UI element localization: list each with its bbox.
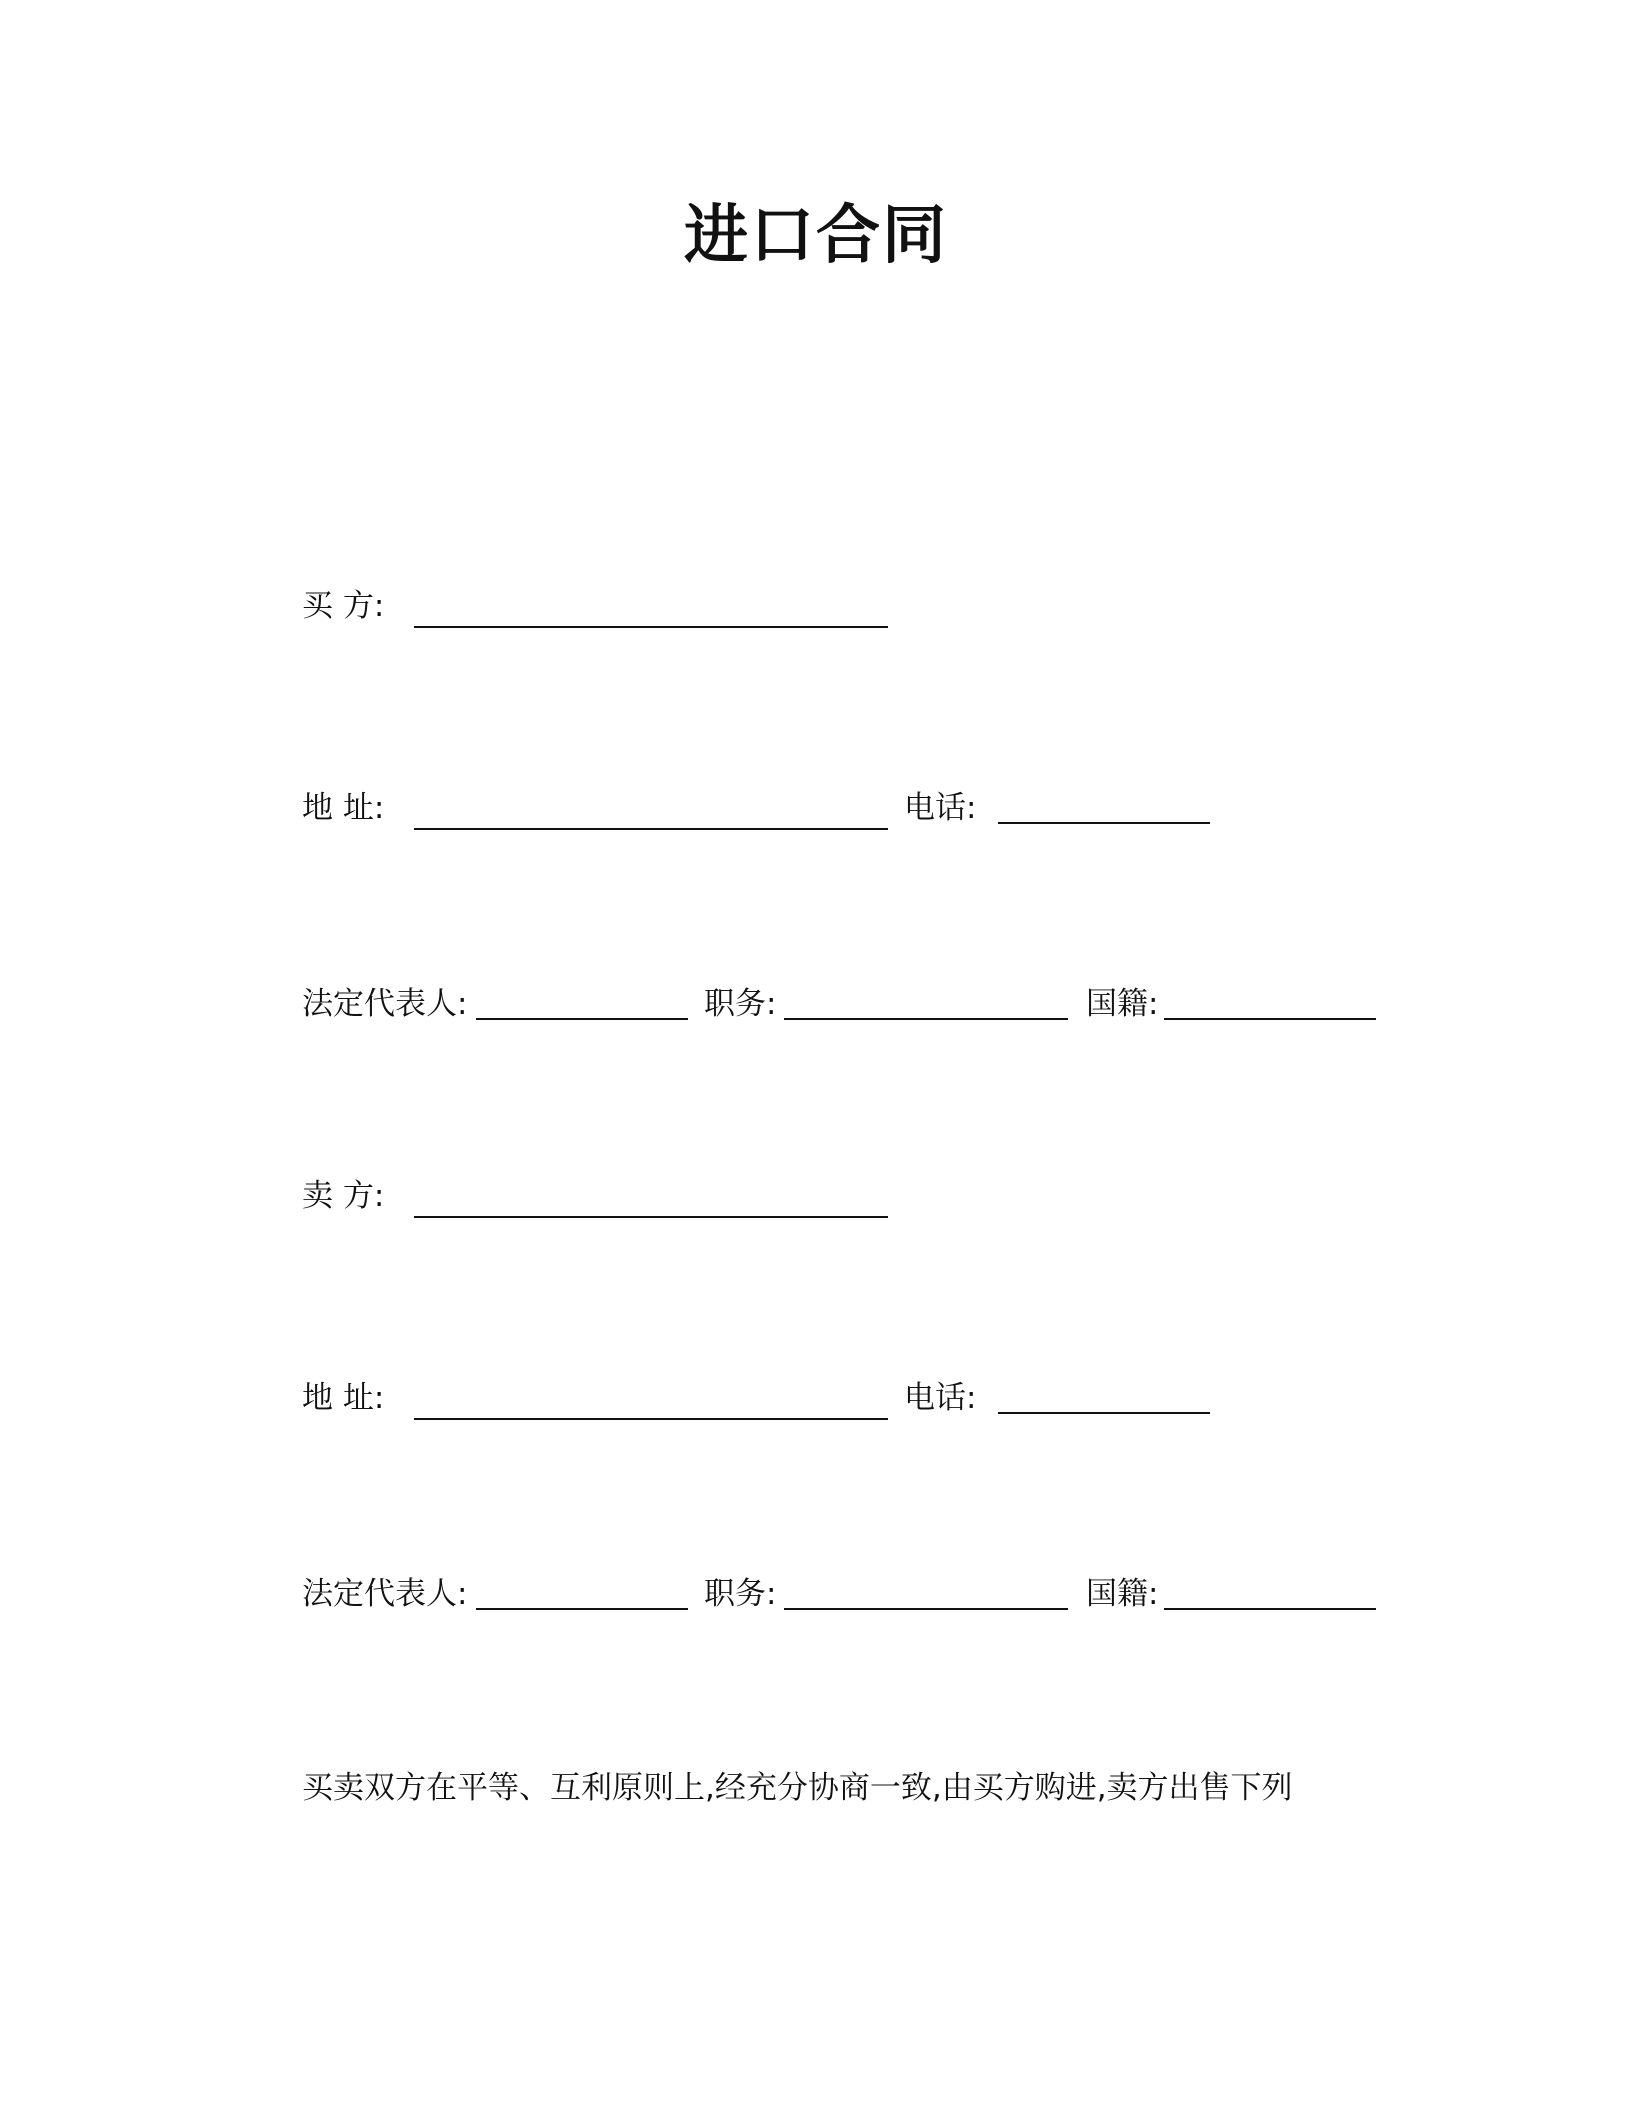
seller-rep-label: 法定代表人: — [302, 1576, 468, 1612]
buyer-phone-label: 电话: — [904, 790, 977, 826]
seller-nationality-field[interactable] — [1164, 1608, 1376, 1610]
seller-position-field[interactable] — [784, 1608, 1068, 1610]
buyer-phone-field[interactable] — [998, 822, 1210, 824]
buyer-rep-field[interactable] — [476, 1018, 688, 1020]
seller-rep-field[interactable] — [476, 1608, 688, 1610]
seller-position-label: 职务: — [704, 1576, 777, 1612]
seller-nationality-label: 国籍: — [1086, 1576, 1159, 1612]
buyer-address-field[interactable] — [414, 828, 888, 830]
seller-name-label: 卖 方: — [302, 1178, 385, 1214]
contract-intro-paragraph: 买卖双方在平等、互利原则上,经充分协商一致,由买方购进,卖方出售下列 — [302, 1770, 1293, 1806]
seller-name-field[interactable] — [414, 1216, 888, 1218]
buyer-position-label: 职务: — [704, 986, 777, 1022]
buyer-nationality-label: 国籍: — [1086, 986, 1159, 1022]
page-title: 进口合同 — [684, 199, 948, 273]
seller-phone-field[interactable] — [998, 1412, 1210, 1414]
buyer-name-label: 买 方: — [302, 588, 385, 624]
seller-address-label: 地 址: — [302, 1380, 385, 1416]
seller-phone-label: 电话: — [904, 1380, 977, 1416]
buyer-nationality-field[interactable] — [1164, 1018, 1376, 1020]
buyer-name-field[interactable] — [414, 626, 888, 628]
buyer-position-field[interactable] — [784, 1018, 1068, 1020]
buyer-rep-label: 法定代表人: — [302, 986, 468, 1022]
buyer-address-label: 地 址: — [302, 790, 385, 826]
seller-address-field[interactable] — [414, 1418, 888, 1420]
